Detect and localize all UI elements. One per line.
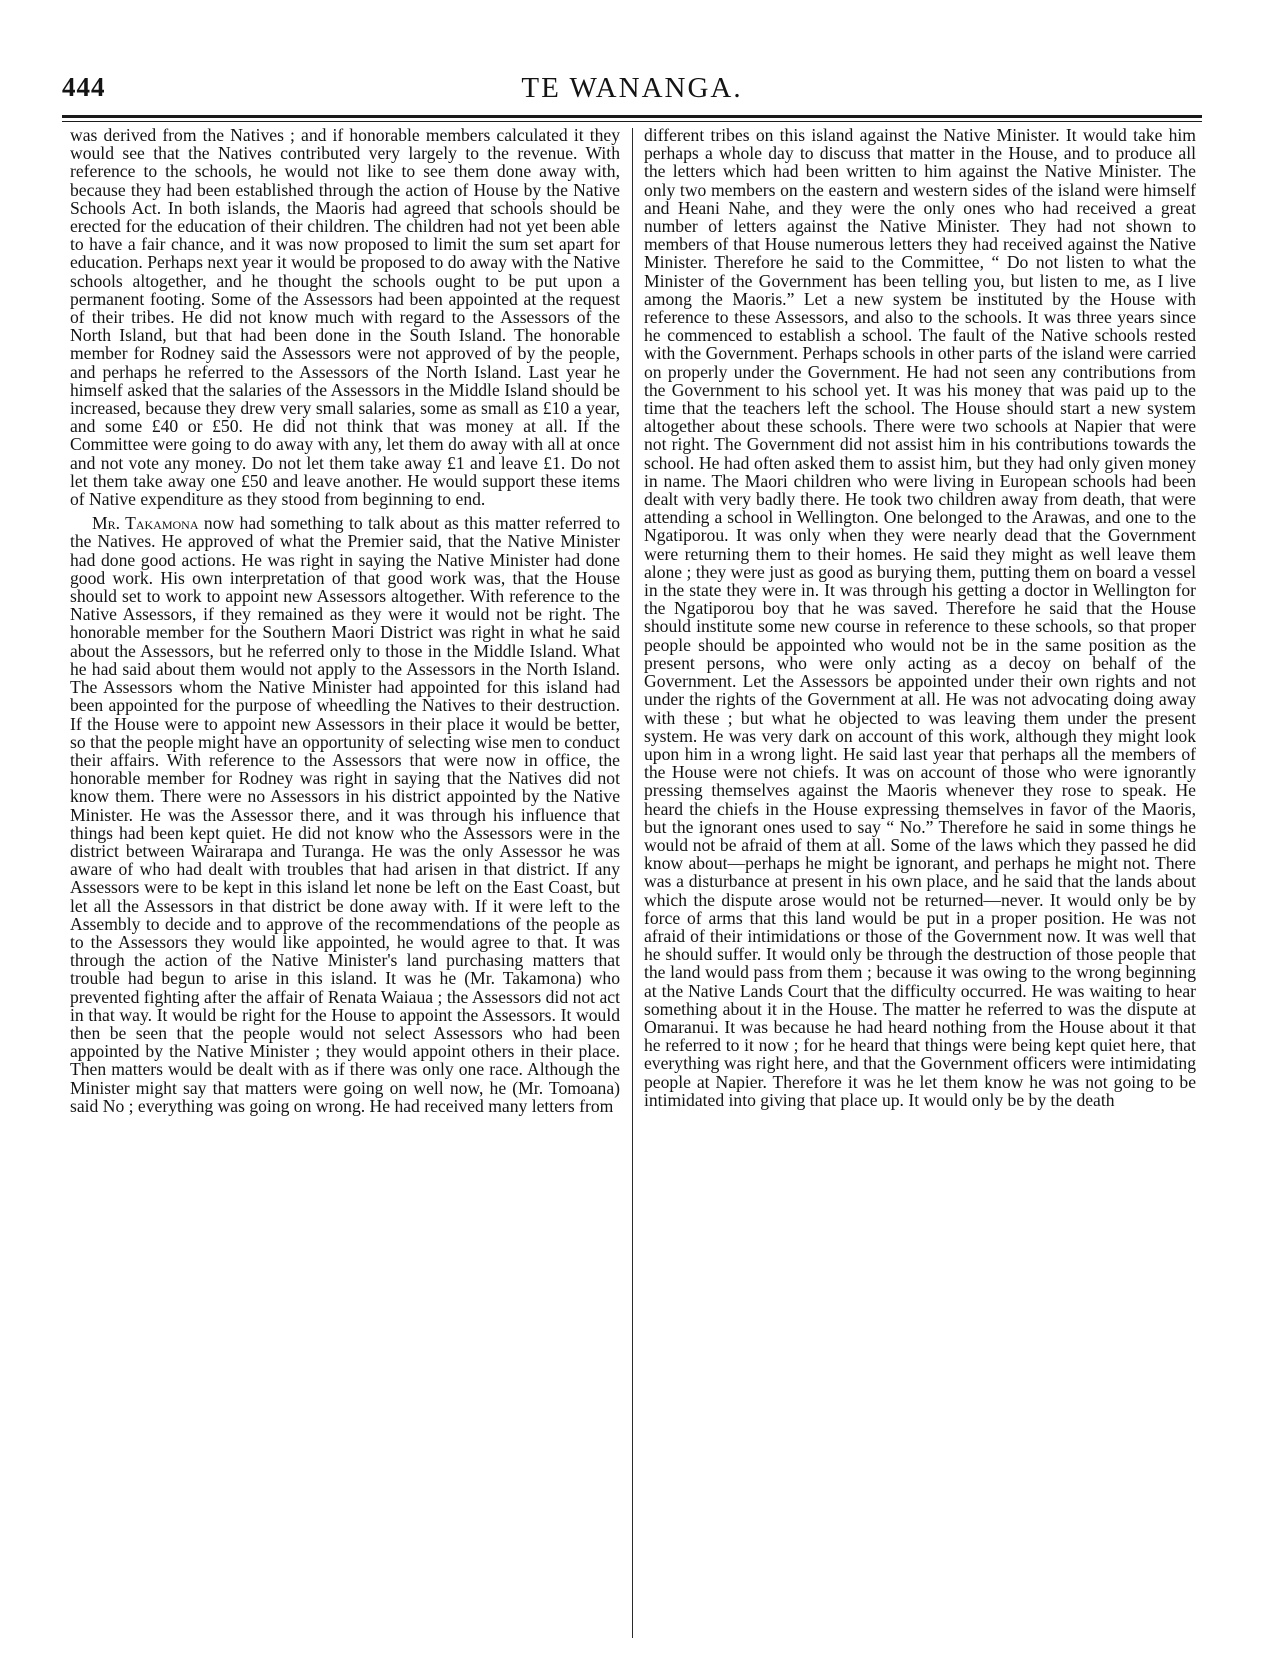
speaker-name: Mr. Takamona: [92, 513, 199, 534]
right-column: [644, 126, 1196, 1109]
right-paragraph-1: different tribes on this island against the Native Minister. It would take him perhaps a whole day to discuss that matter in the House, and to produce all the letters which had been written to him against the Native Minister. The only two members on the eastern and western sides of the island were himself and Heani Nahe, and they were the only ones who had received a great number of letters against the Native Minister. They had not shown to members of that House numerous letters they had received against the Native Minister. Therefore he said to the Committee, “ Do not listen to what the Minister of the Government has been telling you, but listen to me, as I live among the Maoris.” Let a new system be instituted by the House with reference to these Assessors, and also to the schools. It was three years since he commenced to establish a school. The fault of the Native schools rested with the Government. Perhaps schools in other parts of the island were carried on properly under the Government. He had not seen any contributions from the Government to his school yet. It was his money that was paid up to the time that the teachers left the school. The House should start a new system altogether about these schools. There were two schools at Napier that were not right. The Government did not assist him in his contributions towards the school. He had often asked them to assist him, but they had only given money in name. The Maori children who were living in European schools had been dealt with very badly there. He took two children away from death, that were attending a school in Wellington. One belonged to the Arawas, and one to the Ngatiporou. It was only when they were nearly dead that the Government were returning them to their homes. He said they might as well leave them alone ; they were just as good as burying them, putting them on board a vessel in the state they were in. It was through his getting a doctor in Wellington for the Ngatiporou boy that he was saved. Therefore he said that the House should institute some new course in reference to these schools, so that proper people should be appointed who would not be in the same position as the present persons, who were only acting as a decoy on behalf of the Government. Let the Assessors be appointed under their own rights and not under the rights of the Government at all. He was not advocating doing away with these ; but what he objected to was leaving them under the present system. He was very dark on account of this work, although they might look upon him in a wrong light. He said last year that perhaps all the members of the House were not chiefs. It was on account of those who were ignorantly pressing themselves against the Maoris whenever they rose to speak. He heard the chiefs in the House expressing themselves in favor of the Maoris, but the ignorant ones used to say “ No.” Therefore he said in some things he would not be afraid of them at all. Some of the laws which they passed he did know about—perhaps he might be ignorant, and perhaps he might not. There was a disturbance at present in his own place, and he said that the lands about which the dispute arose would not be returned—never. It would only be by force of arms that this land would be put in a proper position. He was not afraid of their intimidations or those of the Government now. It was well that he should suffer. It would only be through the destruction of those people that the land would pass from them ; because it was owing to the wrong beginning at the Native Lands Court that the difficulty occurred. He was waiting to hear something about it in the House. The matter he referred to was the dispute at Omaranui. It was because he had heard nothing from the House about it that he referred to it now ; for he heard that things were being kept quiet here, that everything was right here, and that the Government officers were intimidating people at Napier. Therefore it was he let them know he was not going to be intimidated into giving that place up. It would only be by the death: [644, 125, 1196, 1110]
left-column: [70, 126, 620, 1115]
column-divider: [632, 128, 633, 1638]
page-title: TE WANANGA.: [521, 72, 743, 104]
left-paragraph-1: was derived from the Natives ; and if honorable members calculated it they would see that the Natives contributed very largely to the revenue. With reference to the schools, he would not like to see them done away with, because they had been established through the action of House by the Native Schools Act. In both islands, the Maoris had agreed that schools should be erected for the education of their children. The children had not yet been able to have a fair chance, and it was now proposed to limit the sum set apart for education. Perhaps next year it would be proposed to do away with the Native schools altogether, and he thought the schools ought to be put upon a permanent footing. Some of the Assessors had been appointed at the request of their tribes. He did not know much with regard to the Assessors of the North Island, but that had been done in the South Island. The honorable member for Rodney said the Assessors were not approved of by the people, and perhaps he referred to the Assessors of the North Island. Last year he himself asked that the salaries of the Assessors in the Middle Island should be increased, because they drew very small salaries, some as small as £10 a year, and some £40 or £50. He did not think that was money at all. If the Committee were going to do away with any, let them do away with all at once and not vote any money. Do not let them take away £1 and leave £1. Do not let them take away one £50 and leave another. He would support these items of Native expenditure as they stood from beginning to end.: [70, 125, 620, 510]
left-paragraph-2: [70, 514, 620, 1115]
page-header: [62, 72, 1202, 108]
header-rule-thin: [62, 121, 1202, 122]
left-paragraph-2-text: now had something to talk about as this matter referred to the Natives. He approved of what the Premier said, that the Native Minister had done good actions. He was right in saying the Native Minister had done good work. His own interpretation of that good work was, that the House should set to work to appoint new Assessors altogether. With reference to the Native Assessors, if they remained as they were it would not be right. The honorable member for the Southern Maori District was right in what he said about the Assessors, but he referred only to those in the Middle Island. What he had said about them would not apply to the Assessors in the North Island. The Assessors whom the Native Minister had appointed for this island had been appointed for the purpose of wheedling the Natives to their destruction. If the House were to appoint new Assessors in their place it would be better, so that the people might have an opportunity of selecting wise men to conduct their affairs. With reference to the Assessors that were now in office, the honorable member for Rodney was right in saying that the Natives did not know them. There were no Assessors in his district appointed by the Native Minister. He was the Assessor there, and it was through his influence that things had been kept quiet. He did not know who the Assessors were in the district between Wairarapa and Turanga. He was the only Assessor he was aware of who had dealt with troubles that had arisen in that district. If any Assessors were to be kept in this island let none be left on the East Coast, but let all the Assessors in that district be done away with. If it were left to the Assembly to decide and to approve of the recommendations of the people as to the Assessors they would like appointed, he would agree to that. It was through the action of the Native Minister's land purchasing matters that trouble had begun to arise in this island. It was he (Mr. Takamona) who prevented fighting after the affair of Renata Waiaua ; the Assessors did not act in that way. It would be right for the House to appoint the Assessors. It would then be seen that the people would not select Assessors who had been appointed by the Native Minister ; they would appoint others in their place. Then matters would be dealt with as if there was only one race. Although the Minister might say that matters were going on well now, he (Mr. Tomoana) said No ; everything was going on wrong. He had received many letters from: [70, 513, 621, 1116]
page-number: 444: [62, 72, 106, 102]
header-rule-thick: [62, 115, 1202, 118]
